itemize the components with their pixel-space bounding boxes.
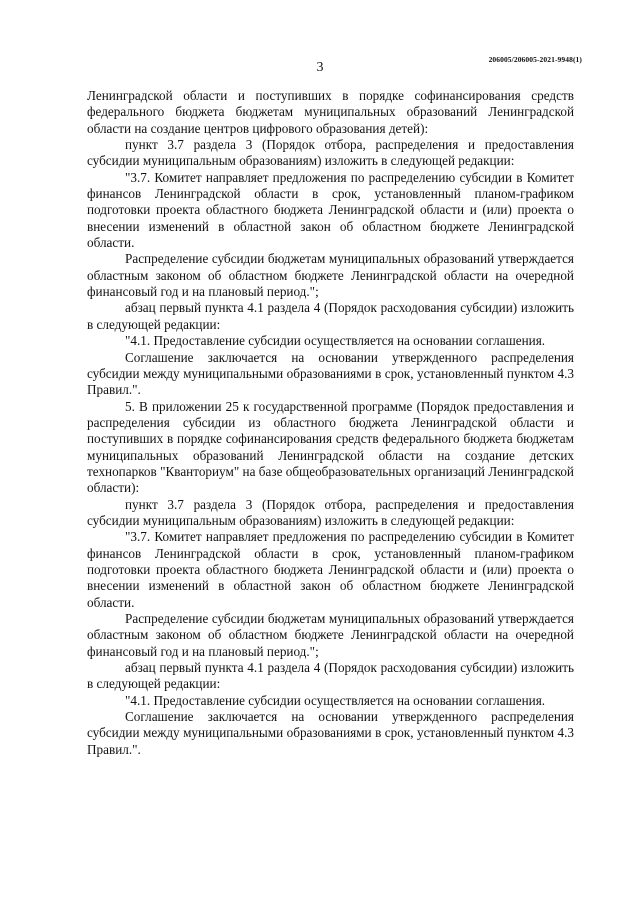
paragraph: Соглашение заключается на основании утвержденного распределения субсидии между муниципальными образованиями в срок, установленный пунктом 4.3 Правил.". xyxy=(87,349,574,398)
document-body xyxy=(87,88,574,758)
paragraph: Ленинградской области и поступивших в порядке софинансирования средств федерального бюджета бюджетам муниципальных образований Ленинградской области на создание центров цифрового образования детей): xyxy=(87,88,574,136)
paragraph: абзац первый пункта 4.1 раздела 4 (Порядок расходования субсидии) изложить в следующей редакции: xyxy=(87,660,574,692)
paragraph: "3.7. Комитет направляет предложения по распределению субсидии в Комитет финансов Ленинградской области в срок, установленный планом-графиком подготовки проекта областного бюджета Ленинградской области и (или) проекта о внесении изменений в областной закон об областном бюджете Ленинградской области. xyxy=(87,169,574,251)
paragraph: 5. В приложении 25 к государственной программе (Порядок предоставления и распределения субсидии из областного бюджета Ленинградской области и поступивших в порядке софинансирования средств федерального бюджета бюджетам муниципальных образований Ленинградской области на создание детских технопарков "Кванториум" на базе общеобразовательных организаций Ленинградской области): xyxy=(87,398,574,496)
paragraph: Распределение субсидии бюджетам муниципальных образований утверждается областным законом об областном бюджете Ленинградской области на очередной финансовый год и на плановый период."; xyxy=(87,251,574,300)
page-number: 3 xyxy=(316,60,324,75)
document-id: 206005/206005-2021-9948(1) xyxy=(488,55,582,64)
paragraph: Соглашение заключается на основании утвержденного распределения субсидии между муниципальными образованиями в срок, установленный пунктом 4.3 Правил.". xyxy=(87,709,574,757)
paragraph: "3.7. Комитет направляет предложения по распределению субсидии в Комитет финансов Ленинградской области в срок, установленный планом-графиком подготовки проекта областного бюджета Ленинградской области и (или) проекта о внесении изменений в областной закон об областном бюджете Ленинградской области. xyxy=(87,529,574,610)
paragraph: пункт 3.7 раздела 3 (Порядок отбора, распределения и предоставления субсидии муниципальным образованиям) изложить в следующей редакции: xyxy=(87,137,574,169)
paragraph: абзац первый пункта 4.1 раздела 4 (Порядок расходования субсидии) изложить в следующей редакции: xyxy=(87,300,574,332)
paragraph: "4.1. Предоставление субсидии осуществляется на основании соглашения. xyxy=(125,333,546,349)
paragraph: Распределение субсидии бюджетам муниципальных образований утверждается областным законом об областном бюджете Ленинградской области на очередной финансовый год и на плановый период."; xyxy=(87,611,574,659)
paragraph: "4.1. Предоставление субсидии осуществляется на основании соглашения. xyxy=(125,692,546,708)
paragraph: пункт 3.7 раздела 3 (Порядок отбора, распределения и предоставления субсидии муниципальным образованиям) изложить в следующей редакции: xyxy=(87,496,574,528)
